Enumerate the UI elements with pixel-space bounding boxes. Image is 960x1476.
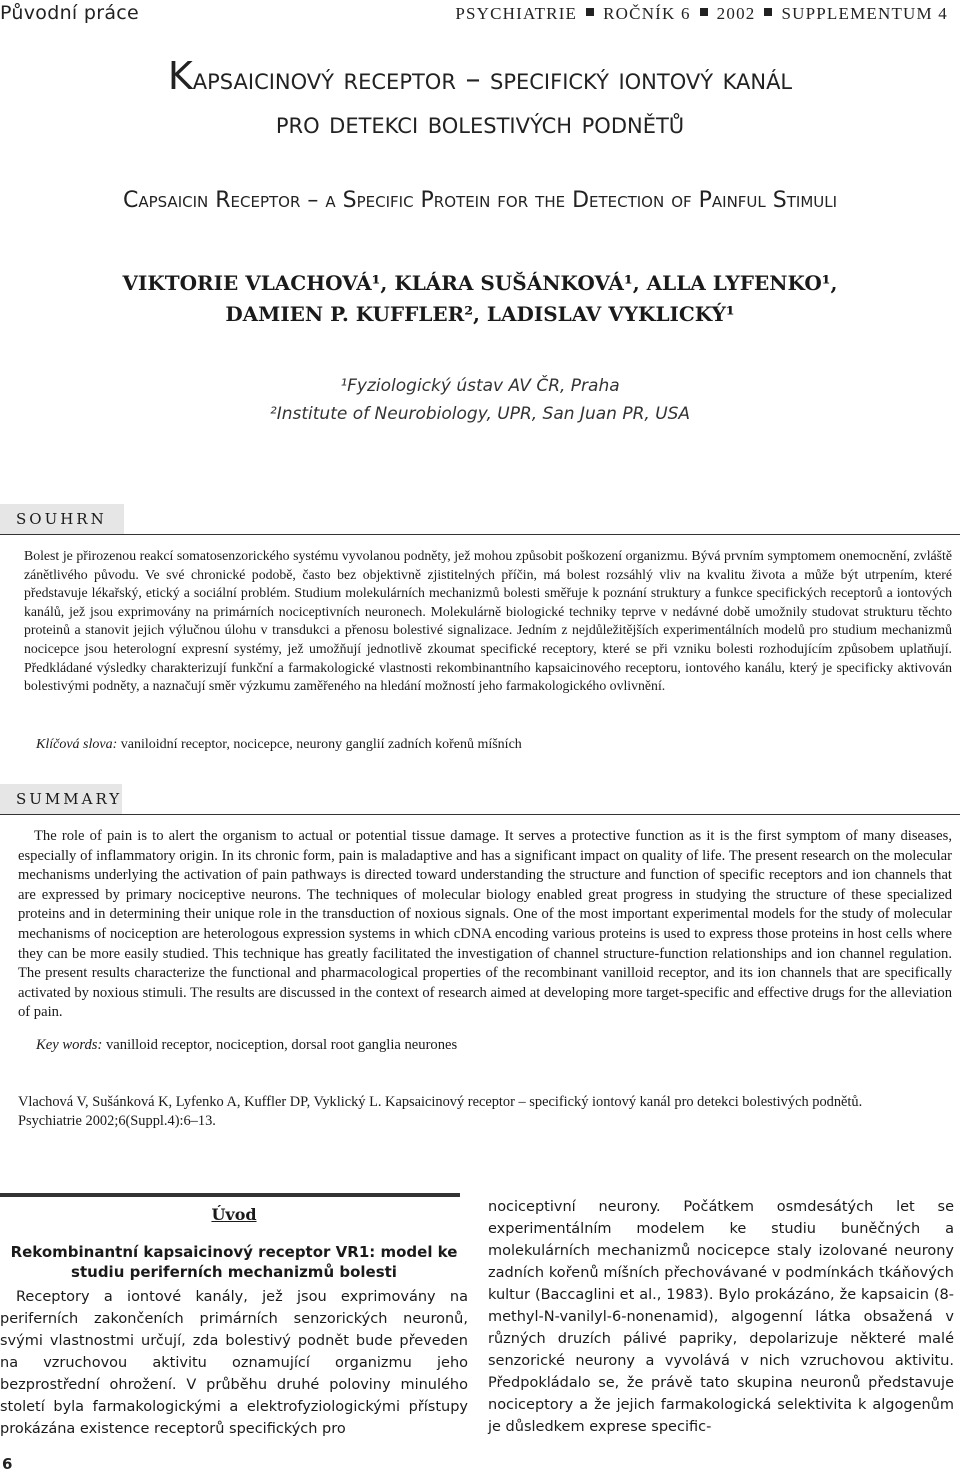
intro-heading-text: Úvod (211, 1205, 257, 1224)
affiliation-1: ¹Fyziologický ústav AV ČR, Praha (340, 376, 620, 396)
title-line-2: pro detekci bolestivých podnětů (275, 106, 685, 141)
authors (0, 268, 960, 330)
journal-volume: ROČNÍK 6 (603, 4, 691, 23)
column-top-rule (0, 1193, 460, 1197)
intro-subheading: Rekombinantní kapsaicinový receptor VR1: model ke studiu periferních mechanizmů bolesti (10, 1243, 458, 1281)
summary-keywords (36, 1036, 952, 1055)
summary-text: The role of pain is to alert the organism to actual or potential tissue damage. It serves a protective function as it is the first symptom of many diseases, especially of inflammatory origin. In its chronic form, pain is maladaptive and has a significant impact on quality of life. The present research on the molecular mechanisms underlying the activation of pain pathways is directed toward understanding the structure and function of specific receptors and ion channels that are expressed by primary nociceptive neurons. The techniques of molecular biology enabled great progress in studying the structure of these specialized proteins and in determining their unique role in the transduction of noxious signals. One of the most important experimental models for the study of molecular mechanisms of nociception are heterologous expression systems in which cDNA encoding various proteins is used to express those proteins in host cells where they can be more easily studied. This technique has greatly facilitated the investigation of channel structure-function relationships and ion channel regulation. The present results characterize the functional and pharmacological properties of the recombinant vanilloid receptor, and its ion channels that are specifically activated by noxious stimuli. The results are discussed in the context of research aimed at developing more target-specific and effective drugs for the alleviation of pain. (18, 828, 952, 1021)
citation-line-1: Vlachová V, Sušánková K, Lyfenko A, Kuffler DP, Vyklický L. Kapsaicinový receptor – specifický iontový kanál pro detekci bolestivých podnětů. (18, 1094, 863, 1110)
affiliation-2: ²Institute of Neurobiology, UPR, San Juan PR, USA (269, 404, 691, 424)
souhrn-section-bar (0, 504, 960, 535)
intro-heading (0, 1205, 468, 1224)
souhrn-heading: SOUHRN (0, 504, 124, 534)
keywords-label-cz: Klíčová slova: (36, 737, 118, 752)
citation-line-2: Psychiatrie 2002;6(Suppl.4):6–13. (18, 1113, 216, 1129)
title-line-1-rest: apsaicinový receptor – specifický iontový kanál (192, 62, 793, 97)
affiliations (0, 372, 960, 428)
authors-line-2: DAMIEN P. KUFFLER², LADISLAV VYKLICKÝ¹ (225, 302, 735, 326)
keywords-label-en: Key words: (36, 1037, 103, 1053)
title-initial: K (167, 54, 193, 98)
souhrn-text: Bolest je přirozenou reakcí somatosenzorického systému vyvolanou podněty, jež mohou způsobit poškození organizmu. Bývá prvním symptomem onemocnění, zvláště zánětlivého původu. Ve své chronické podobě, často bez objektivně zjistitelných příčin, má bolest rozsáhlý vliv na kvalitu života a může být utrpením, které představuje lékařský, etický a sociální problém. Studium molekulárních mechanizmů bolesti směřuje k poznání struktury a funkce specifických receptorů a iontových kanálů, jež jsou exprimovány na primárních nociceptivních neuronech. Molekulárně biologické techniky teprve v nedávné době umožnily studovat strukturu těchto proteinů a stanovit jejich výlučnou úlohu v transdukci a přenosu bolestivé signalizace. Jedním z nejdůležitějších experimentálních modelů pro studium mechanizmů nocicepce jsou heterologní expresní systémy, jež umožňují jednotlivě zkoumat specifické receptory, které se při vzniku bolesti rozhodujícím způsobem uplatňují. Předkládané výsledky charakterizují funkční a farmakologické vlastnosti rekombinantního kapsaicinového receptoru, iontového kanálu, který je specificky aktivován bolestivými podněty, a naznačují směr výzkumu zaměřeného na hledání možností jeho farmakologického ovlivnění. (24, 548, 952, 694)
journal-header (455, 4, 948, 24)
souhrn-keywords (36, 736, 952, 754)
square-separator-icon (586, 8, 594, 16)
square-separator-icon (700, 8, 708, 16)
journal-supplement: SUPPLEMENTUM 4 (781, 4, 948, 23)
journal-name: PSYCHIATRIE (455, 4, 578, 23)
body-right-column: nociceptivní neurony. Počátkem osmdesátých let se experimentálním modelem ke studiu buněčných a molekulárních mechanizmů nocicepce staly izolované neurony zadních kořenů míšních přechovávané v podmínkách tkáňových kultur (Baccaglini et al., 1983). Bylo prokázáno, že kapsaicin (8-methyl-N-vanilyl-6-nonenamid), algogenní látka obsažená v různých druzích pálivé papriky, depolarizuje některé malé senzorické neurony a vyvolává v nich vzruchovou aktivitu. Předpokládalo se, že právě tato skupina neuronů představuje nociceptory a že jejich farmakologická selektivita k algogenům je důsledkem exprese specific- (488, 1199, 954, 1435)
section-label: Původní práce (0, 2, 140, 24)
article-title-czech (0, 54, 960, 146)
authors-line-1: VIKTORIE VLACHOVÁ¹, KLÁRA SUŠÁNKOVÁ¹, ALLA LYFENKO¹, (122, 271, 838, 295)
summary-heading: SUMMARY (0, 784, 122, 814)
keywords-cz: vaniloidní receptor, nocicepce, neurony ganglií zadních kořenů míšních (120, 737, 522, 752)
keywords-en: vanilloid receptor, nociception, dorsal root ganglia neurones (106, 1037, 458, 1053)
summary-section-bar (0, 784, 960, 815)
journal-year: 2002 (716, 4, 756, 23)
page-number: 6 (2, 1455, 13, 1473)
citation (18, 1093, 958, 1131)
article-title-english: Capsaicin Receptor – a Specific Protein for the Detection of Painful Stimuli (122, 188, 838, 213)
title-line-1 (0, 54, 960, 102)
body-left-column: Receptory a iontové kanály, jež jsou exprimovány na periferních zakončeních primárních senzorických neuronů, svými vlastnostmi určují, zda bolestivý podnět bude převeden na vzruchovou aktivitu oznamující organizmu jeho bezprostřední ohrožení. V průběhu druhé poloviny minulého století byla farmakologickými a elektrofyziologickými přístupy prokázána existence receptorů specifických pro (0, 1289, 468, 1437)
square-separator-icon (764, 8, 772, 16)
